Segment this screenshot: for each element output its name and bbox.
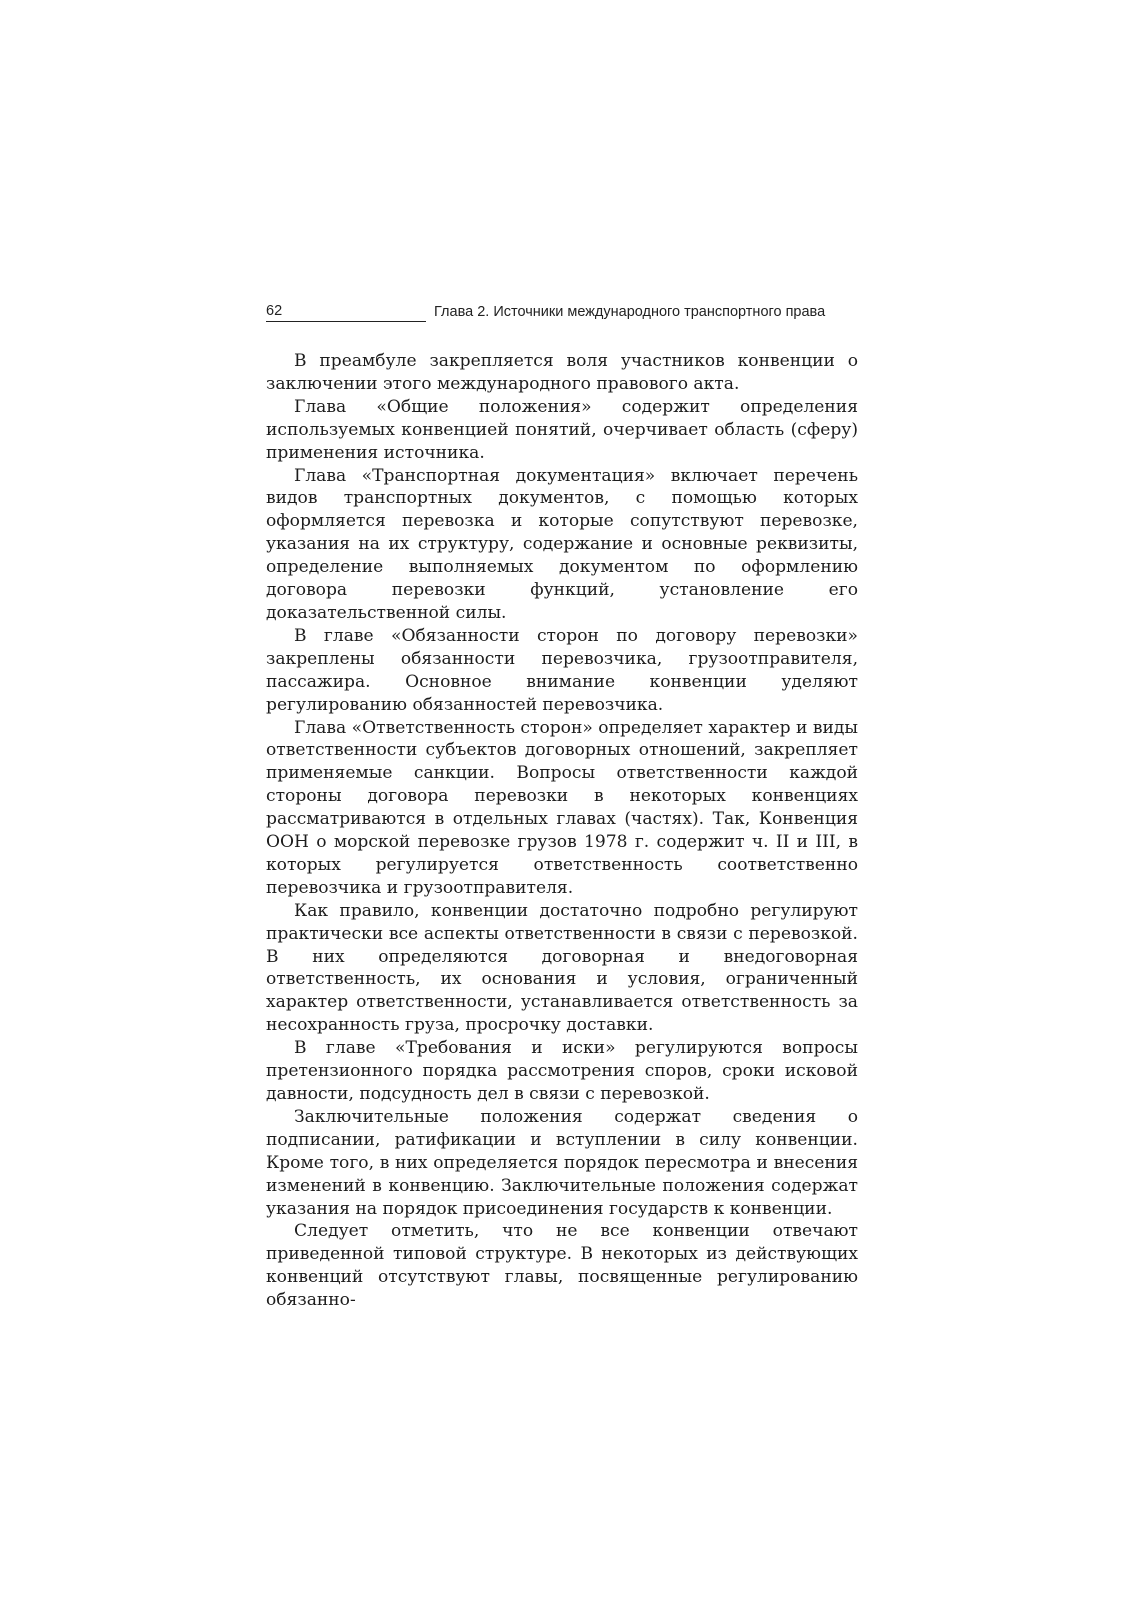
paragraph-general-provisions: Глава «Общие положения» содержит определения используемых конвенцией понятий, очерчивает область (сферу) применения источника.: [266, 396, 858, 463]
running-head: [266, 300, 858, 322]
paragraph-transport-documentation: Глава «Транспортная документация» включает перечень видов транспортных документов, с помощью которых оформляется перевозка и которые сопутствуют перевозке, указания на их структуру, содержание и основные реквизиты, определение выполняемых документом по оформлению договора перевозки функций, установление его доказательственной силы.: [266, 465, 858, 623]
paragraph-structure-note: Следует отметить, что не все конвенции отвечают приведенной типовой структуре. В некоторых из действующих конвенций отсутствуют главы, посвященные регулированию обязанно-: [266, 1221, 858, 1311]
book-page: [266, 300, 858, 1312]
paragraph-obligations: В главе «Обязанности сторон по договору перевозки» закреплены обязанности перевозчика, грузоотправителя, пассажира. Основное внимание конвенции уделяют регулированию обязанностей перевозчика.: [266, 625, 858, 715]
page-number: 62: [266, 302, 426, 322]
paragraph-claims: В главе «Требования и иски» регулируются вопросы претензионного порядка рассмотрения споров, сроки исковой давности, подсудность дел в связи с перевозкой.: [266, 1038, 858, 1104]
paragraph-preamble: В преамбуле закрепляется воля участников конвенции о заключении этого международного правового акта.: [266, 351, 858, 394]
page-body: [266, 350, 858, 1312]
paragraph-liability-aspects: Как правило, конвенции достаточно подробно регулируют практически все аспекты ответственности в связи с перевозкой. В них определяются договорная и внедоговорная ответственность, их основания и условия, ограниченный характер ответственности, устанавливается ответственность за несохранность груза, просрочку доставки.: [266, 900, 858, 1036]
chapter-title: Глава 2. Источники международного транспортного права: [434, 304, 826, 320]
paragraph-final-provisions: Заключительные положения содержат сведения о подписании, ратификации и вступлении в силу конвенции. Кроме того, в них определяется порядок пересмотра и внесения изменений в конвенцию. Заключительные положения содержат указания на порядок присоединения государств к конвенции.: [266, 1106, 858, 1219]
paragraph-liability: Глава «Ответственность сторон» определяет характер и виды ответственности субъектов договорных отношений, закрепляет применяемые санкции. Вопросы ответственности каждой стороны договора перевозки в некоторых конвенциях рассматриваются в отдельных главах (частях). Так, Конвенция ООН о морской перевозке грузов 1978 г. содержит ч. II и III, в которых регулируется ответственность соответственно перевозчика и грузоотправителя.: [266, 717, 858, 898]
